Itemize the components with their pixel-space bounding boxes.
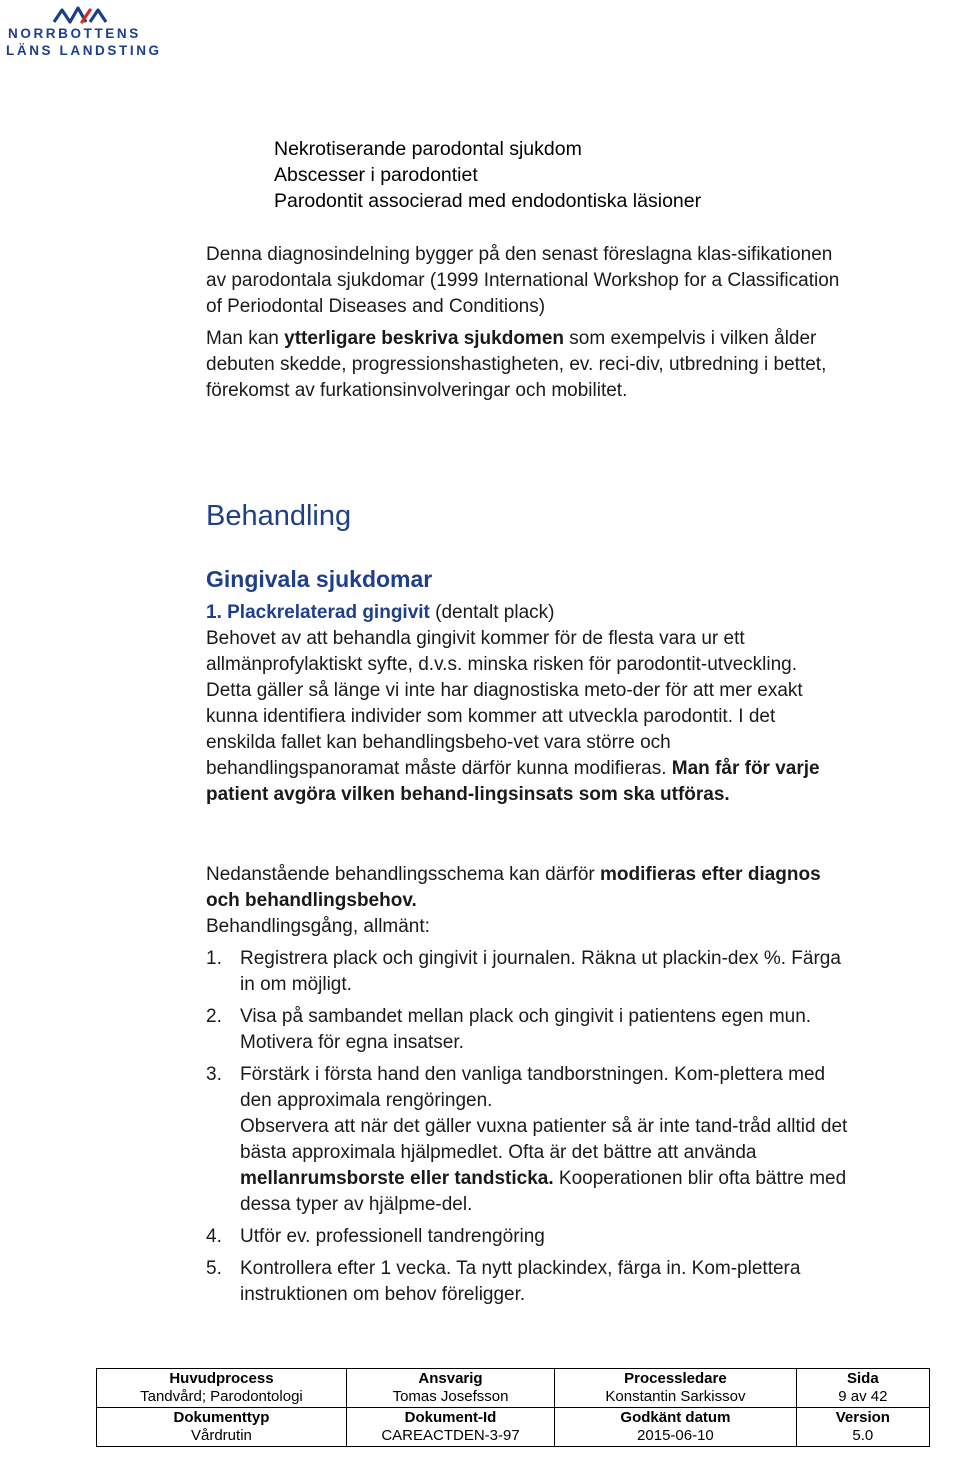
footer-value: Vårdrutin	[191, 1427, 252, 1444]
footer-label: Processledare	[624, 1370, 727, 1387]
footer-label: Ansvarig	[418, 1370, 483, 1387]
list-item	[206, 1004, 856, 1056]
footer-value: Konstantin Sarkissov	[605, 1388, 746, 1405]
schema-general: Behandlingsgång, allmänt:	[206, 916, 430, 937]
organization-logo	[0, 0, 170, 62]
list-item	[206, 946, 856, 998]
step-text: Visa på sambandet mellan plack och gingivit i patientens egen mun. Motivera för egna insatser.	[240, 1006, 812, 1053]
step-text: Utför ev. professionell tandrengöring	[240, 1226, 545, 1247]
step-note-text: Observera att när det gäller vuxna patienter så är inte tand-tråd alltid det bästa approximala hjälpmedlet. Ofta är det bättre att använda	[240, 1116, 848, 1163]
intro-p2-emphasis: ytterligare beskriva sjukdomen	[284, 328, 564, 349]
heading-behandling: Behandling	[206, 500, 352, 532]
footer-label: Sida	[847, 1370, 879, 1387]
list-item	[206, 1062, 856, 1218]
footer-cell-ansvarig	[346, 1369, 554, 1408]
heading-gingivala: Gingivala sjukdomar	[206, 566, 433, 592]
footer-label: Godkänt datum	[620, 1409, 731, 1426]
step-note-tail: Kooperationen blir ofta bättre med dessa typer av hjälpme-del.	[240, 1168, 847, 1215]
schema-text: Nedanstående behandlingsschema kan därför	[206, 864, 600, 885]
logo-mark-icon	[52, 2, 112, 26]
schema-intro	[206, 862, 856, 940]
step-note	[240, 1114, 856, 1218]
footer-cell-huvudprocess	[97, 1369, 347, 1408]
logo-line-1: NORRBOTTENS	[8, 26, 141, 41]
subtitle-1: Nekrotiserande parodontal sjukdom	[274, 138, 582, 160]
logo-line-2: LÄNS LANDSTING	[6, 43, 162, 58]
footer-cell-dokumentid	[346, 1408, 554, 1447]
section-1-body: Behovet av att behandla gingivit kommer för de flesta vara ur ett allmänprofylaktiskt syfte, d.v.s. minska risken för parodontit-utveckling. Detta gäller så länge vi inte har diagnostiska meto-der för att mer exakt kunna identifiera individer som kommer att utveckla parodontit. I det enskilda fallet kan behandlingsbeho-vet vara större och behandlingspanoramat måste därför kunna modifieras.	[206, 628, 803, 779]
section-1-text	[206, 626, 846, 808]
subtitle-2: Abscesser i parodontiet	[274, 164, 478, 186]
step-number: 5.	[206, 1258, 222, 1279]
footer-value: 5.0	[852, 1427, 874, 1444]
step-text-container	[240, 1062, 856, 1218]
footer-cell-dokumenttyp	[97, 1408, 347, 1447]
step-note-emphasis: mellanrumsborste eller tandsticka.	[240, 1168, 554, 1189]
footer-cell-version	[796, 1408, 929, 1447]
section-1-emphasis: Man får för varje patient avgöra vilken behand-lingsinsats som ska utföras.	[206, 758, 820, 805]
intro-p2-part-c: som exempelvis i vilken ålder debuten skedde, progressionshastigheten, ev. reci-div, utbredning i bettet, förekomst av furkationsinvolveringar och mobilitet.	[206, 328, 827, 401]
step-number: 3.	[206, 1064, 222, 1085]
intro-p2-part-a: Man kan	[206, 328, 285, 349]
intro-section	[206, 242, 846, 404]
diagnosis-subtitles	[274, 136, 894, 214]
footer-label: Dokumenttyp	[173, 1409, 270, 1426]
treatment-steps-list	[206, 946, 856, 1314]
footer-value: 9 av 42	[838, 1388, 888, 1405]
table-row	[97, 1408, 930, 1447]
section-1-title-bold: 1. Plackrelaterad gingivit	[206, 602, 430, 623]
step-number: 4.	[206, 1226, 222, 1247]
intro-paragraph-1: Denna diagnosindelning bygger på den senast föreslagna klas-sifikationen av parodontala sjukdomar (1999 International Workshop for a Classification of Periodontal Diseases and Conditions)	[206, 244, 840, 317]
footer-cell-sida	[796, 1369, 929, 1408]
footer-cell-processledare	[555, 1369, 797, 1408]
intro-paragraph-2	[206, 326, 846, 404]
footer-label: Version	[835, 1409, 890, 1426]
footer-label: Huvudprocess	[169, 1370, 274, 1387]
step-number: 2.	[206, 1006, 222, 1027]
section-1-title-rest: (dentalt plack)	[429, 602, 555, 623]
footer-label: Dokument-Id	[404, 1409, 497, 1426]
step-text: Registrera plack och gingivit i journalen. Räkna ut plackin-dex %. Färga in om möjligt.	[240, 948, 841, 995]
document-footer-table	[96, 1368, 930, 1447]
schema-emphasis: modifieras efter diagnos och behandlingsbehov.	[206, 864, 821, 911]
table-row	[97, 1369, 930, 1408]
footer-value: Tandvård; Parodontologi	[140, 1388, 303, 1405]
list-item	[206, 1256, 856, 1308]
section-plackrelaterad	[206, 600, 846, 808]
list-item	[206, 1224, 856, 1250]
section-1-title	[206, 600, 846, 626]
footer-value: CAREACTDEN-3-97	[381, 1427, 520, 1444]
subtitle-3: Parodontit associerad med endodontiska läsioner	[274, 190, 702, 212]
footer-value: 2015-06-10	[637, 1427, 714, 1444]
footer-cell-godkant	[555, 1408, 797, 1447]
step-number: 1.	[206, 948, 222, 969]
step-text: Kontrollera efter 1 vecka. Ta nytt plackindex, färga in. Kom-plettera instruktionen om behov föreligger.	[240, 1258, 801, 1305]
schema-paragraph	[206, 862, 856, 914]
step-text: Förstärk i första hand den vanliga tandborstningen. Kom-plettera med den approximala rengöringen.	[240, 1064, 826, 1111]
footer-value: Tomas Josefsson	[392, 1388, 509, 1405]
